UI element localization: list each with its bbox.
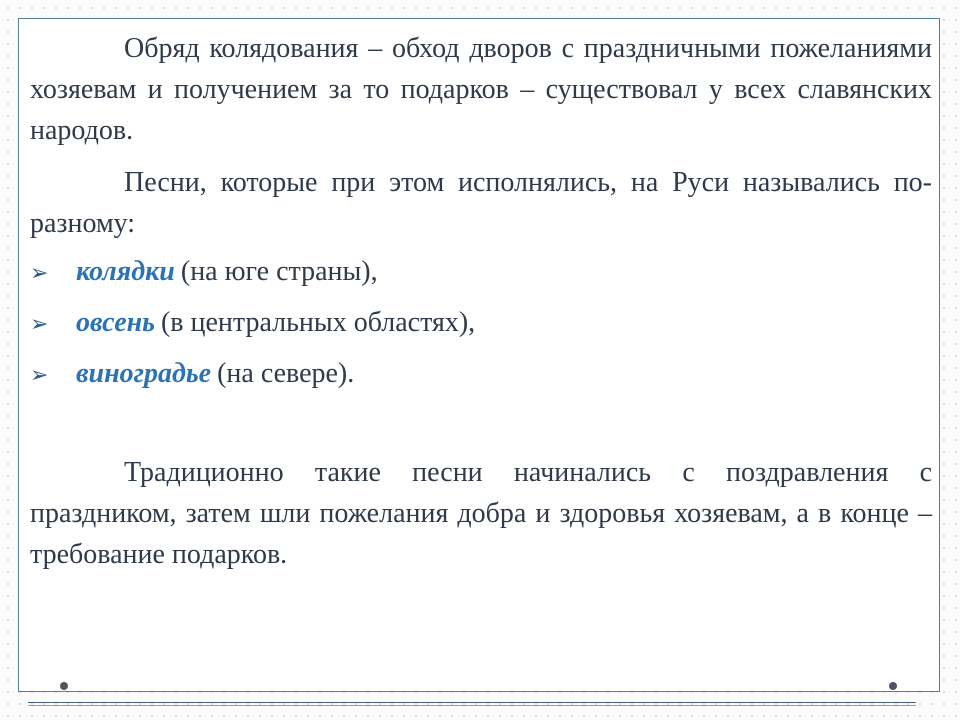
list-item xyxy=(30,252,910,303)
paragraph-song-names: Песни, которые при этом исполнялись, на Руси назывались по-разному: xyxy=(30,167,932,239)
term-note: (в центральных областях), xyxy=(160,307,476,338)
arrowhead-bullet-icon: ➢ xyxy=(30,312,49,337)
term-ovsen: овсень xyxy=(76,307,155,338)
term-note: (на севере). xyxy=(217,358,355,389)
paragraph-song-structure: Традиционно такие песни начинались с поздравления с праздником, затем шли пожелания добра и здоровья хозяевам, а в конце – требование подарков. xyxy=(30,457,932,570)
arrowhead-bullet-icon: ➢ xyxy=(30,261,49,286)
footer-divider-secondary xyxy=(28,705,916,706)
dot-icon xyxy=(889,682,897,690)
list-item xyxy=(30,354,910,405)
paragraph-kolyadovanie-rite: Обряд колядования – обход дворов с праздничными пожеланиями хозяевам и получением за то подарков – существовал у всех славянских народов. xyxy=(30,33,932,146)
song-names-list xyxy=(30,252,910,405)
term-note: (на юге страны), xyxy=(180,256,378,287)
dot-icon xyxy=(60,682,68,690)
term-kolyadki: колядки xyxy=(76,256,175,287)
list-item xyxy=(30,303,910,354)
term-vinogradye: виноградье xyxy=(76,358,212,389)
footer-divider xyxy=(28,702,916,703)
arrowhead-bullet-icon: ➢ xyxy=(30,363,49,388)
